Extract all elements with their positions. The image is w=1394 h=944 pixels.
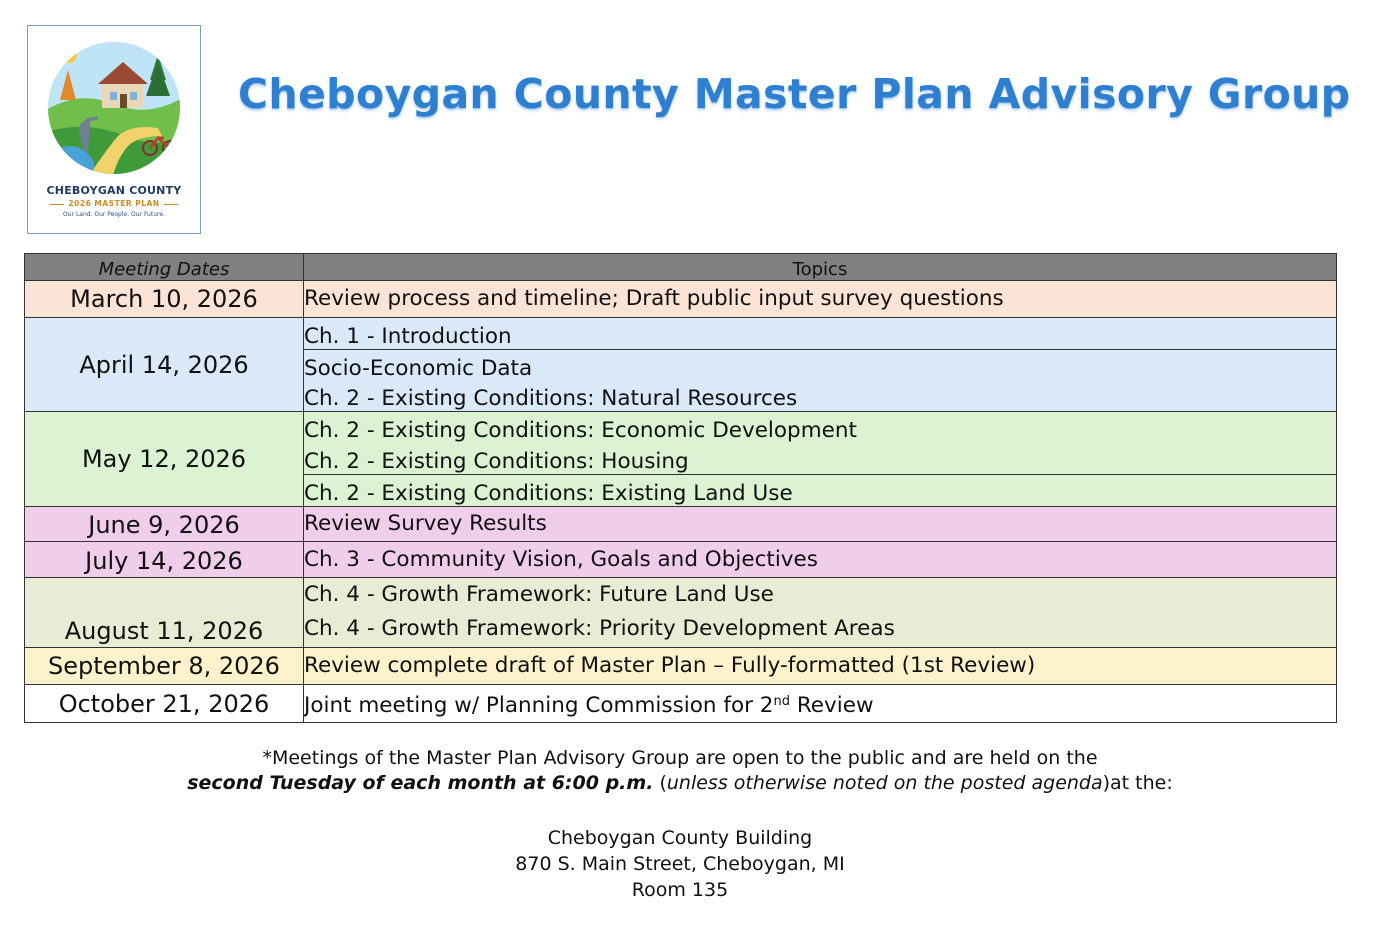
meeting-topic: Review complete draft of Master Plan – Fully-formatted (1st Review) <box>304 648 1337 685</box>
meeting-topic: Socio-Economic Data <box>304 350 1337 381</box>
table-row <box>25 281 1337 318</box>
address-building: Cheboygan County Building <box>547 827 813 849</box>
meeting-date: September 8, 2026 <box>25 648 304 685</box>
table-row <box>25 318 1337 350</box>
table-row <box>25 507 1337 542</box>
meeting-topic <box>304 685 1337 723</box>
meeting-topic: Ch. 4 - Growth Framework: Future Land Use <box>304 578 1337 612</box>
meeting-topic: Ch. 1 - Introduction <box>304 318 1337 350</box>
logo-county-name: CHEBOYGAN COUNTY <box>46 184 182 197</box>
meeting-date: August 11, 2026 <box>25 578 304 648</box>
table-row <box>25 685 1337 723</box>
note-close-text: )at the: <box>1102 772 1173 794</box>
logo-tagline: Our Land. Our People. Our Future. <box>63 211 165 218</box>
meeting-time-text: second Tuesday of each month at 6:00 p.m. <box>187 772 654 794</box>
meeting-topic: Review process and timeline; Draft public input survey questions <box>304 281 1337 318</box>
address-room: Room 135 <box>631 879 729 901</box>
master-plan-logo-icon <box>46 40 182 180</box>
table-row <box>25 542 1337 578</box>
note-open-paren: ( <box>653 772 667 794</box>
meeting-date: May 12, 2026 <box>25 412 304 507</box>
meeting-topic: Ch. 2 - Existing Conditions: Housing <box>304 443 1337 475</box>
agenda-note-text: unless otherwise noted on the posted agenda <box>666 772 1103 794</box>
table-row <box>25 412 1337 443</box>
topic-text: Joint meeting w/ Planning Commission for 2 <box>304 692 774 718</box>
meeting-date: October 21, 2026 <box>25 685 304 723</box>
meeting-topic: Ch. 4 - Growth Framework: Priority Development Areas <box>304 612 1337 648</box>
meeting-topic: Ch. 3 - Community Vision, Goals and Objectives <box>304 542 1337 578</box>
topic-text-end: Review <box>789 692 874 718</box>
header-topics: Topics <box>304 254 1337 281</box>
county-logo <box>27 25 201 234</box>
table-row <box>25 648 1337 685</box>
meeting-date: June 9, 2026 <box>25 507 304 542</box>
meeting-note-line1: *Meetings of the Master Plan Advisory Group are open to the public and are held on the <box>262 747 1098 769</box>
address-street: 870 S. Main Street, Cheboygan, MI <box>515 853 845 875</box>
header-meeting-dates: Meeting Dates <box>25 254 304 281</box>
meeting-topic: Ch. 2 - Existing Conditions: Natural Resources <box>304 381 1337 412</box>
meeting-note-line2 <box>0 772 1360 794</box>
logo-subtitle: 2026 MASTER PLAN <box>28 199 200 208</box>
meeting-schedule-table <box>24 253 1337 723</box>
meeting-date: March 10, 2026 <box>25 281 304 318</box>
table-row <box>25 578 1337 612</box>
meeting-topic: Ch. 2 - Existing Conditions: Existing Land Use <box>304 475 1337 507</box>
table-header-row <box>25 254 1337 281</box>
page-title: Cheboygan County Master Plan Advisory Group <box>238 70 1351 118</box>
meeting-date: April 14, 2026 <box>25 318 304 412</box>
meeting-topic: Review Survey Results <box>304 507 1337 542</box>
meeting-topic: Ch. 2 - Existing Conditions: Economic Development <box>304 412 1337 443</box>
meeting-date: July 14, 2026 <box>25 542 304 578</box>
ordinal-suffix: nd <box>773 693 790 709</box>
meeting-address <box>0 825 1360 903</box>
